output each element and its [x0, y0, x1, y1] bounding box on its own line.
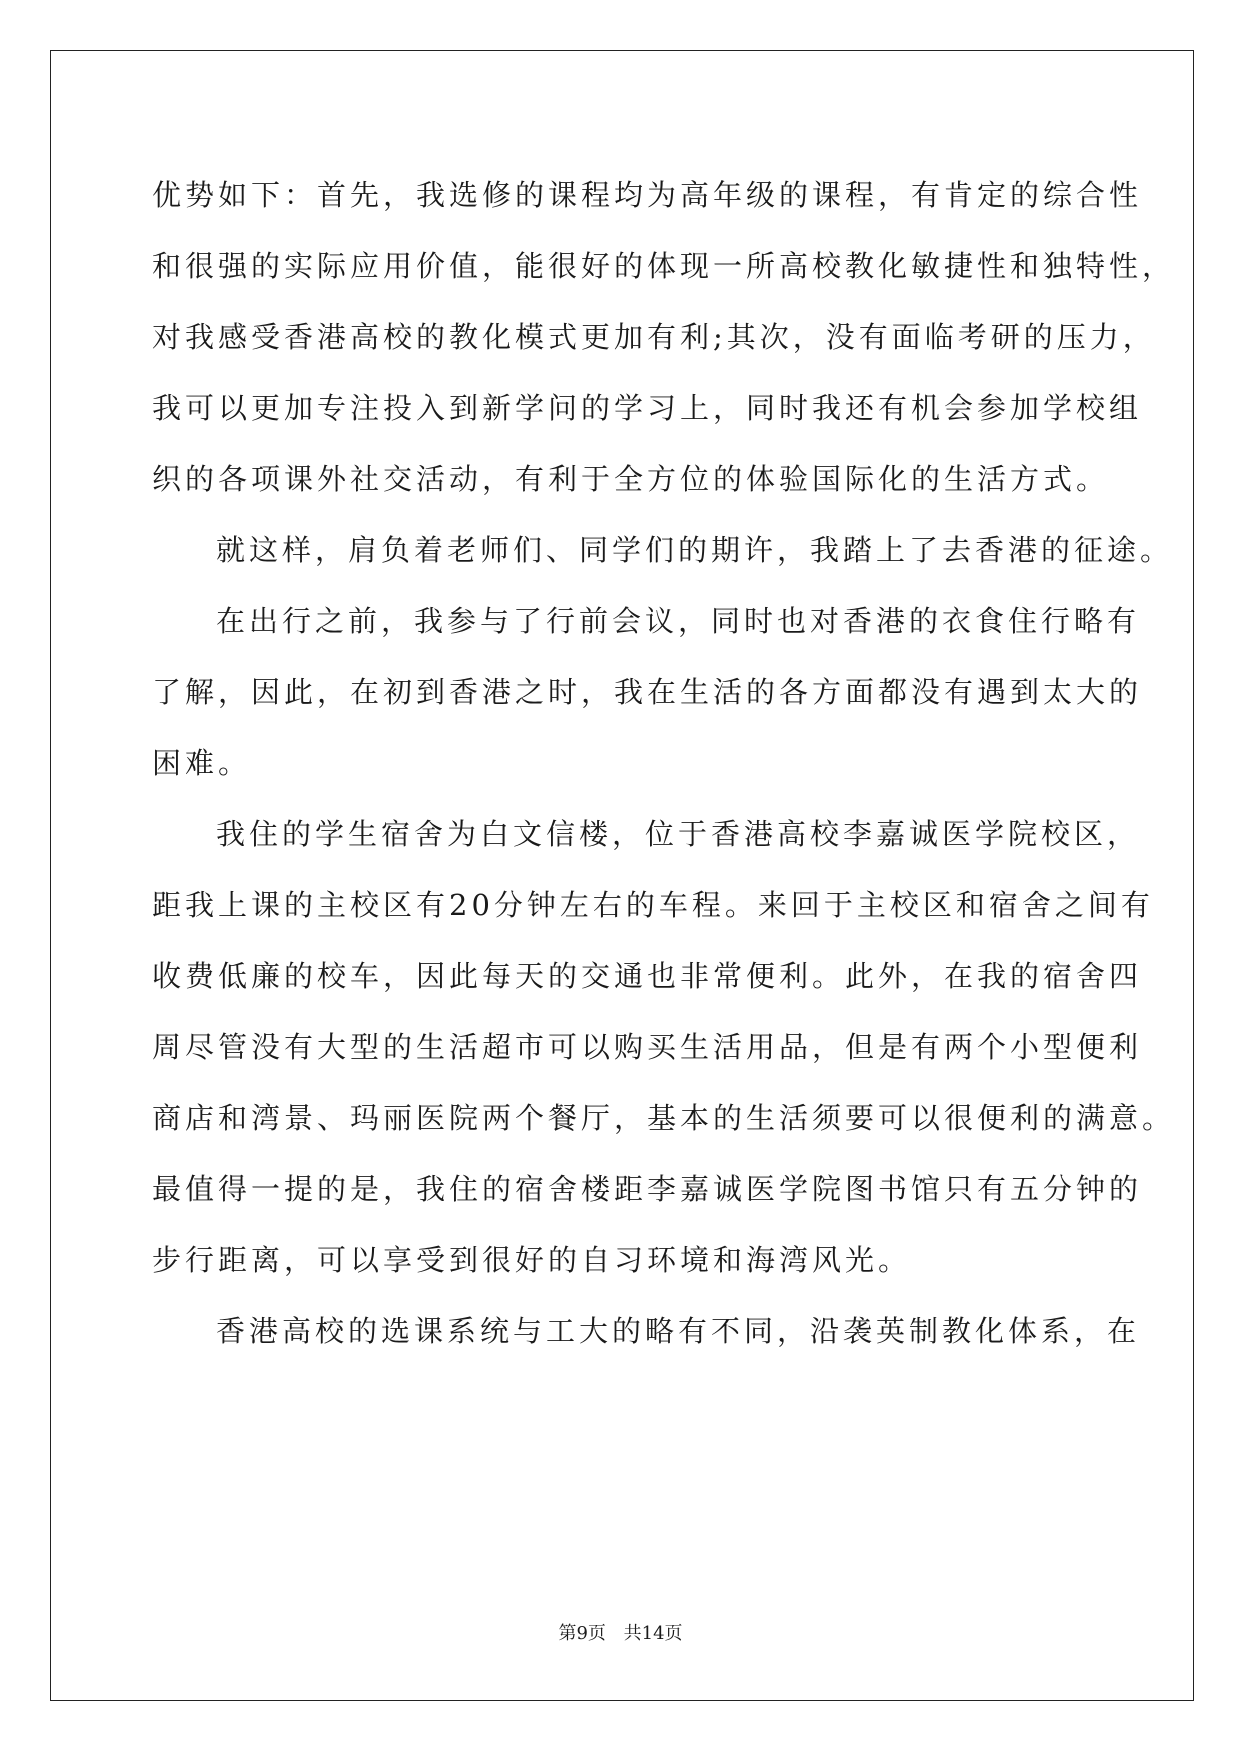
text-line: 织的各项课外社交活动，有利于全方位的体验国际化的生活方式。	[152, 462, 1110, 496]
text-line: 我可以更加专注投入到新学问的学习上，同时我还有机会参加学校组	[152, 391, 1143, 425]
text-line: 周尽管没有大型的生活超市可以购买生活用品，但是有两个小型便利	[152, 1030, 1143, 1064]
text-line: 距我上课的主校区有20分钟左右的车程。来回于主校区和宿舍之间有	[152, 888, 1154, 922]
text-line: 商店和湾景、玛丽医院两个餐厅，基本的生活须要可以很便利的满意。	[152, 1101, 1176, 1135]
text-line: 和很强的实际应用价值，能很好的体现一所高校教化敏捷性和独特性，	[152, 249, 1176, 283]
document-body	[152, 160, 1176, 1367]
text-line: 我住的学生宿舍为白文信楼，位于香港高校李嘉诚医学院校区，	[216, 817, 1141, 851]
text-line: 步行距离，可以享受到很好的自习环境和海湾风光。	[152, 1243, 912, 1277]
text-line: 优势如下：首先，我选修的课程均为高年级的课程，有肯定的综合性	[152, 178, 1143, 212]
page-number: 第9页	[558, 1623, 606, 1644]
page-total: 共14页	[623, 1623, 683, 1644]
page-footer	[0, 1622, 1241, 1646]
text-line: 了解，因此，在初到香港之时，我在生活的各方面都没有遇到太大的	[152, 675, 1143, 709]
text-line: 最值得一提的是，我住的宿舍楼距李嘉诚医学院图书馆只有五分钟的	[152, 1172, 1143, 1206]
text-line: 香港高校的选课系统与工大的略有不同，沿袭英制教化体系，在	[216, 1314, 1141, 1348]
text-line: 就这样，肩负着老师们、同学们的期许，我踏上了去香港的征途。	[216, 533, 1174, 567]
text-line: 对我感受香港高校的教化模式更加有利;其次，没有面临考研的压力，	[152, 320, 1156, 354]
text-line: 困难。	[152, 746, 252, 780]
text-line: 收费低廉的校车，因此每天的交通也非常便利。此外，在我的宿舍四	[152, 959, 1143, 993]
text-line: 在出行之前，我参与了行前会议，同时也对香港的衣食住行略有	[216, 604, 1141, 638]
